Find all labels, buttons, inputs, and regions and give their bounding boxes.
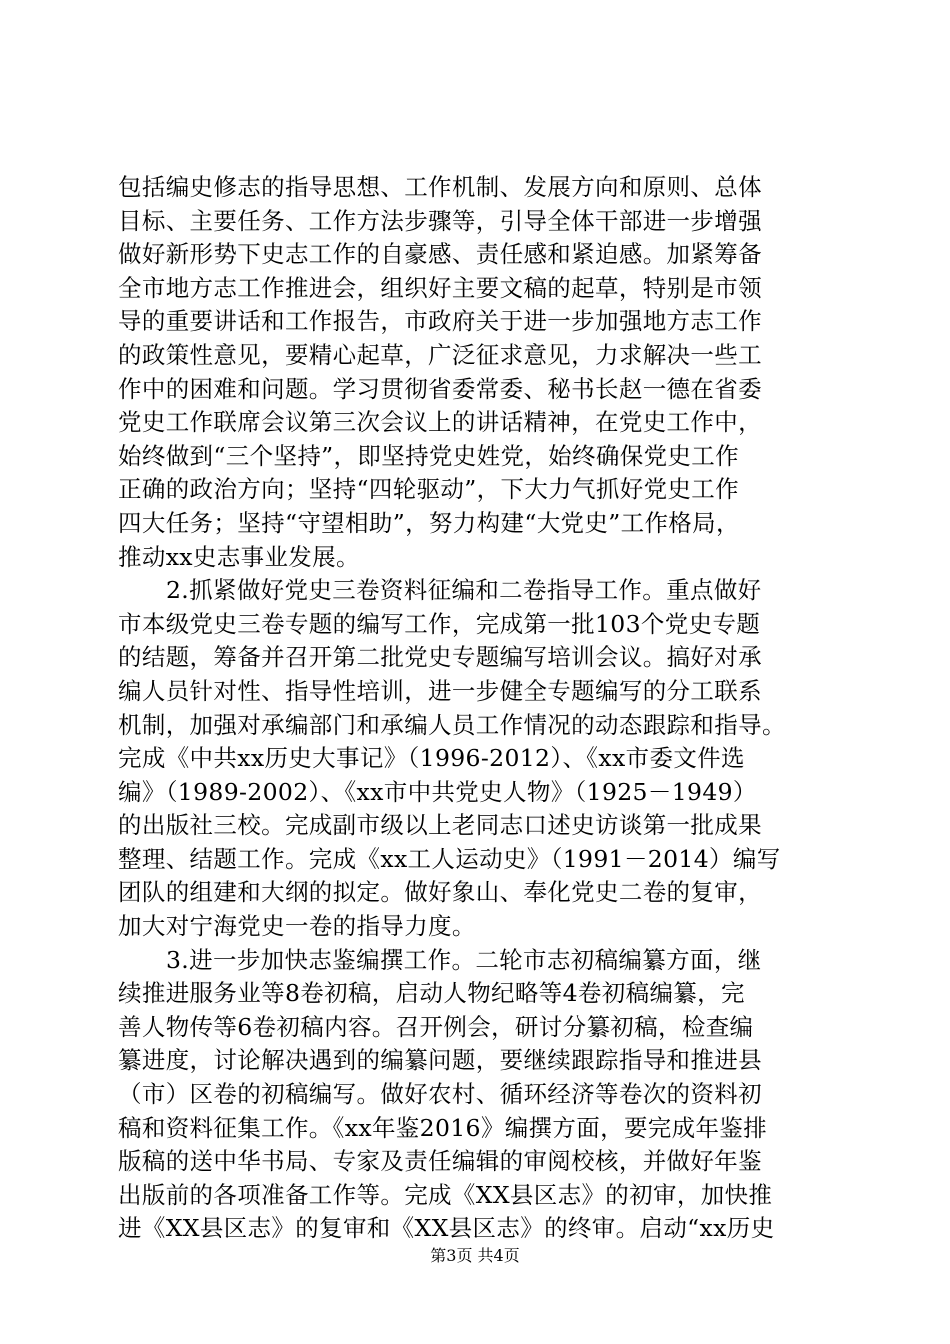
text-line: 稿和资料征集工作。《xx年鉴2016》编撰方面，要完成年鉴排 (118, 1113, 768, 1142)
text-line: 推动xx史志事业发展。 (118, 542, 360, 571)
text-line: 导的重要讲话和工作报告，市政府关于进一步加强地方志工作 (118, 307, 762, 336)
text-line: 进《XX县区志》的复审和《XX县区志》的终审。启动“xx历史 (118, 1214, 775, 1243)
text-line: 的政策性意见，要精心起草，广泛征求意见，力求解决一些工 (118, 340, 762, 369)
text-line: 机制，加强对承编部门和承编人员工作情况的动态跟踪和指导。 (118, 710, 786, 739)
text-line: 始终做到“三个坚持”，即坚持党史姓党，始终确保党史工作 (118, 441, 739, 470)
text-line: 的出版社三校。完成副市级以上老同志口述史访谈第一批成果 (118, 811, 762, 840)
page-number-label: 第3页 共4页 (430, 1246, 520, 1265)
text-line: 作中的困难和问题。学习贯彻省委常委、秘书长赵一德在省委 (118, 374, 762, 403)
text-line: 出版前的各项准备工作等。完成《XX县区志》的初审，加快推 (118, 1180, 773, 1209)
text-line: 全市地方志工作推进会，组织好主要文稿的起草，特别是市领 (118, 273, 762, 302)
paragraph-start-line: 3.进一步加快志鉴编撰工作。二轮市志初稿编纂方面，继 (166, 945, 762, 974)
text-line: 包括编史修志的指导思想、工作机制、发展方向和原则、总体 (118, 173, 762, 201)
text-line: 纂进度，讨论解决遇到的编纂问题，要继续跟踪指导和推进县 (118, 1046, 762, 1075)
text-line: 目标、主要任务、工作方法步骤等，引导全体干部进一步增强 (118, 206, 762, 235)
text-line: 善人物传等6卷初稿内容。召开例会，研讨分纂初稿，检查编 (118, 1012, 754, 1041)
text-line: 加大对宁海党史一卷的指导力度。 (118, 912, 476, 941)
text-line: 续推进服务业等8卷初稿，启动人物纪略等4卷初稿编纂，完 (118, 979, 745, 1008)
paragraph-start-line: 2.抓紧做好党史三卷资料征编和二卷指导工作。重点做好 (166, 576, 762, 605)
body-text (118, 171, 848, 1246)
text-line: 团队的组建和大纲的拟定。做好象山、奉化党史二卷的复审， (118, 878, 762, 907)
text-line: 完成《中共xx历史大事记》（1996-2012）、《xx市委文件选 (118, 744, 745, 773)
text-line: 的结题，筹备并召开第二批党史专题编写培训会议。搞好对承 (118, 643, 762, 672)
text-line: （市）区卷的初稿编写。做好农村、循环经济等卷次的资料初 (118, 1080, 762, 1109)
text-line: 整理、结题工作。完成《xx工人运动史》（1991－2014）编写 (118, 844, 781, 873)
text-line: 正确的政治方向；坚持“四轮驱动”，下大力气抓好党史工作 (118, 475, 739, 504)
text-line: 编》（1989-2002）、《xx市中共党史人物》（1925－1949） (118, 777, 757, 806)
text-line: 版稿的送中华书局、专家及责任编辑的审阅校核，并做好年鉴 (118, 1147, 762, 1176)
text-line: 做好新形势下史志工作的自豪感、责任感和紧迫感。加紧筹备 (118, 240, 762, 269)
text-line: 四大任务；坚持“守望相助”，努力构建“大党史”工作格局， (118, 508, 740, 537)
text-line: 市本级党史三卷专题的编写工作，完成第一批103个党史专题 (118, 609, 761, 638)
text-line: 编人员针对性、指导性培训，进一步健全专题编写的分工联系 (118, 676, 762, 705)
page-footer (0, 1244, 950, 1268)
text-line: 党史工作联席会议第三次会议上的讲话精神，在党史工作中， (118, 408, 762, 437)
